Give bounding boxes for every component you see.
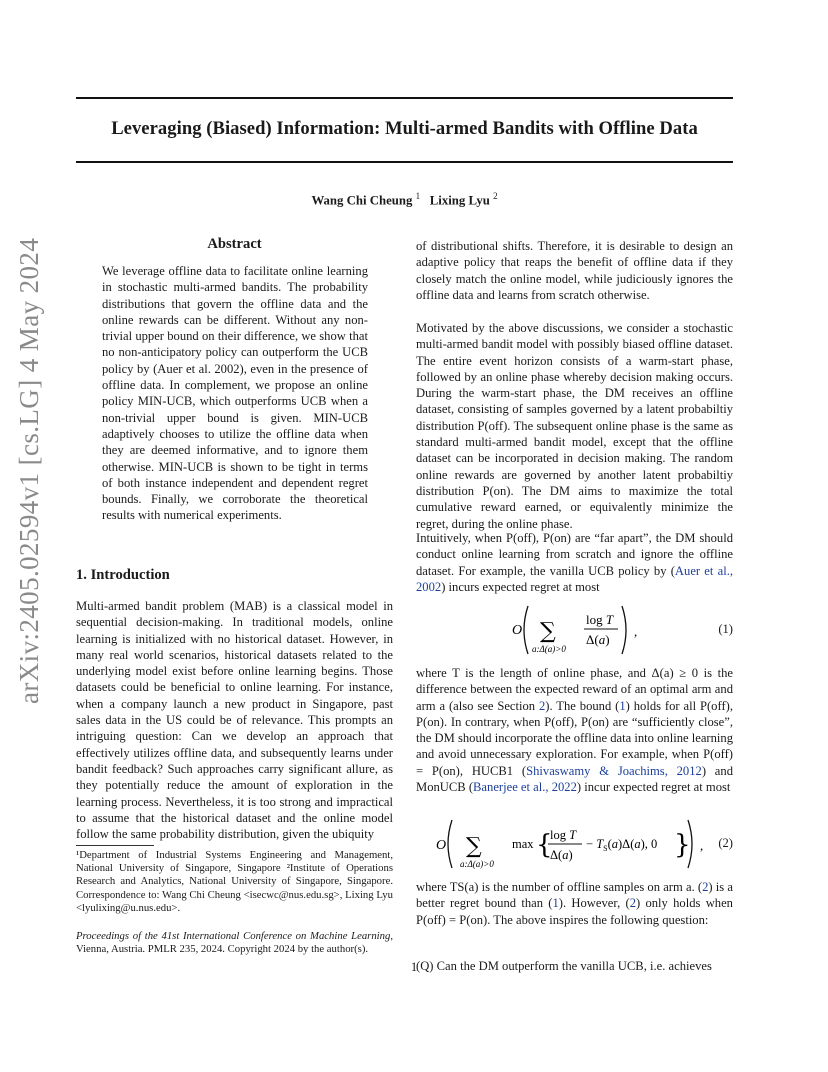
citation-banerjee-link[interactable]: Banerjee et al., 2022 [473, 780, 577, 795]
svg-text:Δ(a): Δ(a) [550, 848, 573, 862]
title-rule [76, 161, 733, 163]
intro-paragraph-1: Multi-armed bandit problem (MAB) is a classical model in sequential decision-making. In traditional models, online learning is initialized with no historical dataset. However, in many real world scenarios, historical datasets related to the underlying model exist before online learning begins. Those datasets could be beneficial to online learning. For instance, when a company launch a new product in Singapore, past sales data in the US could be of relevance. This prompts an intriguing question: Can we develop an approach that effectively utilizes offline data, and subsequently learns under bandit feedback? Such approaches carry significant allure, as they potentially reduce the amount of exploration in the learning process. Nevertheless, it is too strong and impractical to assume that the historical dataset and the online model follow the same probability distribution, given the ubiquity [76, 599, 393, 842]
author-1-affil: 1 [415, 191, 421, 201]
svg-text:a:Δ(a)>0: a:Δ(a)>0 [532, 644, 566, 654]
section-2-link[interactable]: 2 [538, 698, 546, 713]
p4-text-d: ) only holds when P(off) = P(on). The above inspires the following question: [416, 896, 733, 927]
equation-1 [416, 600, 733, 660]
p4-text-c: ). However, ( [558, 896, 630, 911]
author-2: Lixing Lyu [429, 193, 490, 208]
eq-1-link[interactable]: 1 [619, 698, 626, 713]
affiliation-footnote: ¹Department of Industrial Systems Engineering and Management, National University of Singapore, Singapore ²Institute of Operations Research and Analytics, National University of Singapore, Singapore. Correspondence to: Wang Chi Cheung <isecwc@nus.edu.sg>, Lixing Lyu <lyulixing@u.nus.edu>. [76, 849, 393, 914]
abstract-heading: Abstract [207, 236, 262, 252]
svg-text:max: max [512, 837, 534, 851]
svg-text:− TS(a)Δ(a), 0: − $T_S(a)\Delta(a)$, 0 [586, 837, 658, 853]
eq-2-link-2[interactable]: 2 [629, 896, 636, 911]
section-heading-introduction: 1. Introduction [76, 567, 170, 583]
eq-1-link-2[interactable]: 1 [552, 896, 559, 911]
equation-1-number: (1) [718, 622, 733, 636]
author-2-affil: 2 [493, 191, 498, 201]
right-paragraph-0: of distributional shifts. Therefore, it is desirable to design an adaptive policy that reaps the benefit of offline data if they closely match the online model, while judiciously ignores the offline data and learns from scratch otherwise. [416, 239, 733, 302]
proceedings-note [76, 930, 393, 956]
author-1: Wang Chi Cheung [311, 193, 413, 208]
page-number: 1 [410, 960, 418, 974]
svg-text:O: O [436, 838, 447, 853]
proceedings-rest: , Vienna, Austria. PMLR 235, 2024. Copyright 2024 by the author(s). [76, 930, 393, 956]
p3-text-b: ). The bound ( [545, 698, 620, 713]
p3-text-d: ) and MonUCB ( [416, 763, 733, 795]
equation-2-math [416, 815, 733, 873]
svg-text:a:Δ(a)>0: a:Δ(a)>0 [460, 859, 494, 869]
p2-text-b: ) incurs expected regret at most [441, 579, 600, 594]
svg-text:,: , [700, 838, 704, 853]
top-rule [76, 97, 733, 99]
svg-text:∑: ∑ [466, 834, 482, 859]
svg-text:Δ(a): Δ(a) [586, 632, 610, 647]
equation-1-math [416, 600, 733, 660]
p4-text-b: ) is a better regret bound than ( [416, 880, 733, 911]
author-line [76, 191, 733, 208]
arxiv-watermark: arXiv:2405.02594v1 [cs.LG] 4 May 2024 [14, 237, 44, 704]
p4-text-a: where TS(a) is the number of offline samples on arm a. ( [416, 880, 703, 894]
right-paragraph-1: Motivated by the above discussions, we consider a stochastic multi-armed bandit model with possibly biased offline dataset. The entire event horizon consists of a warm-start phase, followed by an online phase whereby decision making occurs. During the warm-start phase, the DM receives an offline dataset, consisting of samples governed by a latent probabiltiy distribution P(off). The subsequent online phase is the same as standard multi-armed bandit model, except that the offline dataset can be incorporated in decision making. The random online rewards are governed by another latent probabiltiy distribution P(on). The DM aims to maximize the total cumulative reward earned, or equivalently minimize the regret, during the online phase. [416, 321, 733, 531]
citation-shivaswamy-link[interactable]: Shivaswamy & Joachims, 2012 [526, 763, 702, 778]
svg-text:O: O [512, 623, 523, 638]
citation-auer-link[interactable]: Auer et al., 2002 [416, 563, 733, 594]
p2-text-a: Intuitively, when P(off), P(on) are “far apart”, the DM should conduct online learning from scratch and ignore the offline dataset. For example, the vanilla UCB policy by ( [416, 531, 733, 578]
p3-text-e: ) incur expected regret at most [576, 780, 731, 795]
proceedings-venue: Proceedings of the 41st International Conference on Machine Learning [76, 930, 391, 942]
footnote-rule [76, 845, 154, 846]
svg-text:log T: log T [550, 828, 577, 842]
svg-text:∑: ∑ [540, 619, 556, 644]
svg-text:,: , [634, 624, 638, 639]
right-paragraph-2 [416, 530, 733, 595]
svg-text:{: { [536, 830, 553, 860]
paper-title: Leveraging (Biased) Information: Multi-armed Bandits with Offline Data [111, 118, 698, 139]
svg-text:}: } [674, 830, 691, 860]
svg-text:log T: log T [586, 612, 614, 627]
eq-2-link[interactable]: 2 [702, 880, 709, 894]
p3-text-a: where T is the length of online phase, and Δ(a) ≥ 0 is the difference between the expected reward of an optimal arm and arm a (also see Section [416, 666, 733, 713]
right-paragraph-5: (Q) Can the DM outperform the vanilla UCB, i.e. achieves [416, 959, 712, 973]
equation-2 [416, 815, 733, 873]
abstract-text: We leverage offline data to facilitate online learning in stochastic multi-armed bandits. The probability distributions that govern the offline data and the online rewards can be different. Without any non-trivial upper bound on their difference, we show that no non-anticipatory policy can outperform the UCB policy by (Auer et al. 2002), even in the presence of offline data. In complement, we propose an online policy MIN-UCB, which outperforms UCB when a non-trivial upper bound is given. MIN-UCB adaptively chooses to utilize the offline data when they are deemed informative, and to ignore them otherwise. MIN-UCB is shown to be tight in terms of both instance independent and dependent regret bounds. Finally, we corroborate the theoretical results with numerical experiments. [102, 264, 368, 523]
right-paragraph-3 [416, 665, 733, 795]
equation-2-number: (2) [718, 836, 733, 850]
right-paragraph-4 [416, 879, 733, 928]
p3-text-c: ) holds for all P(off), P(on). In contrary, when P(off), P(on) are “sufficiently close”, the DM should incorporate the offline data into online learning and avoid unnecessary exploration. For example, when P(off) = P(on), HUCB1 ( [416, 698, 733, 778]
